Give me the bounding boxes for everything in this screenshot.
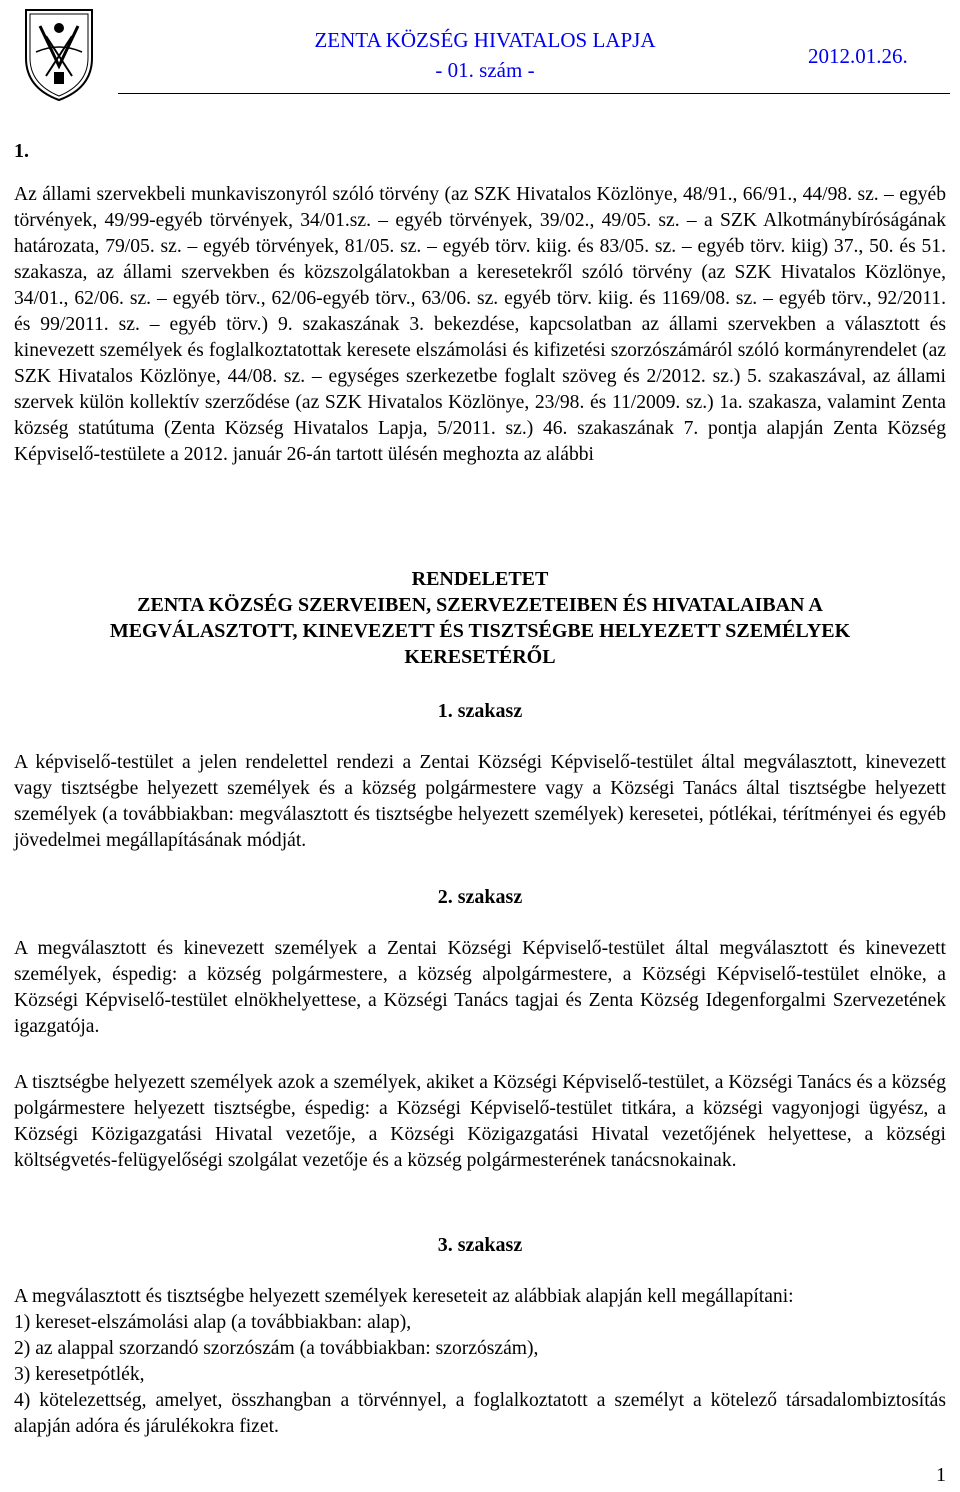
page-number: 1 <box>936 1464 946 1486</box>
section-heading: 3. szakasz <box>437 1234 523 1256</box>
decree-title-line-1: ZENTA KÖZSÉG SZERVEIBEN, SZERVEZETEIBEN ÉS HIVATALAIBAN A <box>137 594 823 616</box>
header-divider <box>118 93 950 94</box>
list-item: 4) kötelezettség, amelyet, összhangban a törvénnyel, a foglalkoztatott a személyt a kötelező társadalombiztosítás alapján adóra és járulékokra fizet. <box>14 1390 946 1437</box>
section-paragraph: A képviselő-testület a jelen rendelettel rendezi a Zentai Községi Képviselő-testület által megválasztott, kinevezett vagy tisztségbe helyezett személyek és a község polgármestere vagy a Községi Tanács által tisztségbe helyezett személyek (a továbbiakban: megválasztott és tisztségbe helyezett személyek) keresetei, pótlékai, térítményei és egyéb jövedelmei megállapításának módját. <box>14 752 946 851</box>
journal-title: ZENTA KÖZSÉG HIVATALOS LAPJA <box>314 28 656 52</box>
section-number: 1. <box>14 140 29 162</box>
decree-title-line-2: MEGVÁLASZTOTT, KINEVEZETT ÉS TISZTSÉGBE HELYEZETT SZEMÉLYEK <box>109 620 851 642</box>
issue-number: - 01. szám - <box>435 58 535 82</box>
coat-of-arms-icon <box>16 6 102 102</box>
list-item: 3) keresetpótlék, <box>14 1364 145 1385</box>
section-heading: 1. szakasz <box>437 700 523 722</box>
decree-title-line-3: KERESETÉRŐL <box>404 646 556 668</box>
section-paragraph: A megválasztott és kinevezett személyek a Zentai Községi Képviselő-testület által megválasztott és kinevezett személyek, éspedig: a község polgármestere, a község alpolgármestere, a Községi Képviselő-testület elnöke, a Községi Képviselő-testület elnökhelyettese, a Községi Tanács tagjai és Zenta Község Idegenforgalmi Szervezetének igazgatója. <box>14 938 946 1037</box>
section-intro: A megválasztott és tisztségbe helyezett személyek kereseteit az alábbiak alapján kell megállapítani: <box>14 1286 794 1307</box>
list-item: 2) az alappal szorzandó szorzószám (a továbbiakban: szorzószám), <box>14 1338 539 1359</box>
decree-label: RENDELETET <box>411 568 549 590</box>
section-heading: 2. szakasz <box>437 886 523 908</box>
issue-date: 2012.01.26. <box>808 44 908 68</box>
preamble-paragraph: Az állami szervekbeli munkaviszonyról szóló törvény (az SZK Hivatalos Közlönye, 48/91., 66/91., 44/98. sz. – egyéb törvények, 49/99-egyéb törvények, 34/01.sz. – egyéb törvények, 39/02., 49/05. sz. – a SZK Alkotmánybíróságának határozata, 79/05. sz. – egyéb törvények, 81/05. sz. – egyéb törv. kiig. és 83/05. sz. – egyéb törv. kiig) 37., 50. és 51. szakasza, az állami szervekben és közszolgálatokban a keresetekről szóló törvény (az SZK Hivatalos Közlönye, 34/01., 62/06. sz. – egyéb törv., 62/06-egyéb törv., 63/06. sz. egyéb törv. kiig. és 1169/08. sz. – egyéb törv., 92/2011. és 99/2011. sz. – egyéb törv.) 9. szakaszának 3. bekezdése, kapcsolatban az állami szervekben a választott és kinevezett személyek és foglalkoztatottak keresete elszámolási és kifizetési szorzószámáról szóló kormányrendelet (az SZK Hivatalos Közlönye, 44/08. sz. – egységes szerkezetbe foglalt szöveg és 2/2012. sz.) 5. szakaszával, az állami szervek külön kollektív szerződése (az SZK Hivatalos Közlönye, 23/98. és 11/2009. sz.) 1a. szakasza, valamint Zenta község statútuma (Zenta Község Hivatalos Lapja, 5/2011. sz.) 46. szakaszának 7. pontja alapján Zenta Község Képviselő-testülete a 2012. január 26-án tartott ülésén meghozta az alábbi <box>14 184 946 465</box>
section-paragraph: A tisztségbe helyezett személyek azok a személyek, akiket a Községi Képviselő-testület, a Községi Tanács és a község polgármestere helyezett tisztségbe, éspedig: a Községi Képviselő-testület titkára, a községi vagyonjogi ügyész, a Községi Közigazgatási Hivatal vezetője, a Községi Közigazgatási Hivatal vezetőjének helyettese, a községi költségvetés-felügyelőségi szolgálat vezetője és a község polgármesterének tanácsnokainak. <box>14 1072 946 1171</box>
list-item: 1) kereset-elszámolási alap (a továbbiakban: alap), <box>14 1312 412 1333</box>
